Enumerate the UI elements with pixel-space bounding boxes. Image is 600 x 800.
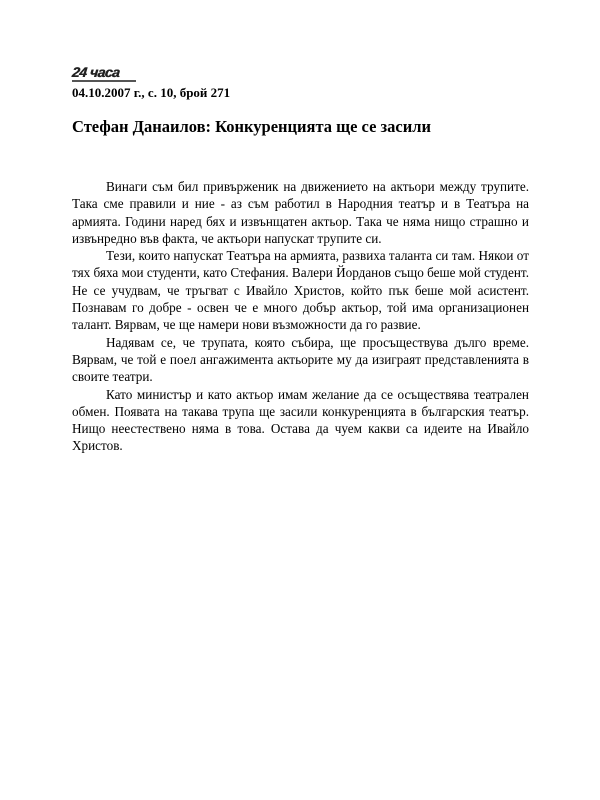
article-paragraph: Винаги съм бил привърженик на движението на актьори между трупите. Така сме правили и ние - аз съм работил в Народния театър и в Театъра на армията. Години наред бях и извънщатен актьор. Така че няма нищо страшно и извънредно във факта, че актьори напускат трупите си. [72, 179, 529, 246]
article-body [72, 178, 529, 455]
article-paragraph: Тези, които напускат Театъра на армията, развиха таланта си там. Някои от тях бяха мои студенти, като Стефания. Валери Йорданов също беше мой студент. Не се учудвам, че тръгват с Ивайло Христов, който пък беше мой асистент. Познавам го добре - освен че е много добър актьор, той има организационен талант. Вярвам, че ще намери нови възможности да го развие. [72, 248, 529, 333]
article-paragraph: Като министър и като актьор имам желание да се осъществява театрален обмен. Появата на такава трупа ще засили конкуренцията в българския театър. Нищо неестествено няма в това. Остава да чуем какви са идеите на Ивайло Христов. [72, 386, 529, 454]
article-paragraph: Надявам се, че трупата, която събира, ще просъществува дълго време. Вярвам, че той е поел ангажимента актьорите му да изиграят представленията в своите театри. [72, 334, 529, 385]
newspaper-logo-underline [72, 80, 136, 82]
newspaper-logo [72, 64, 136, 86]
publication-info: 04.10.2007 г., с. 10, брой 271 [72, 85, 231, 100]
newspaper-logo-text: 24 часа [71, 64, 121, 80]
article-headline: Стефан Данаилов: Конкуренцията ще се засили [72, 117, 431, 136]
